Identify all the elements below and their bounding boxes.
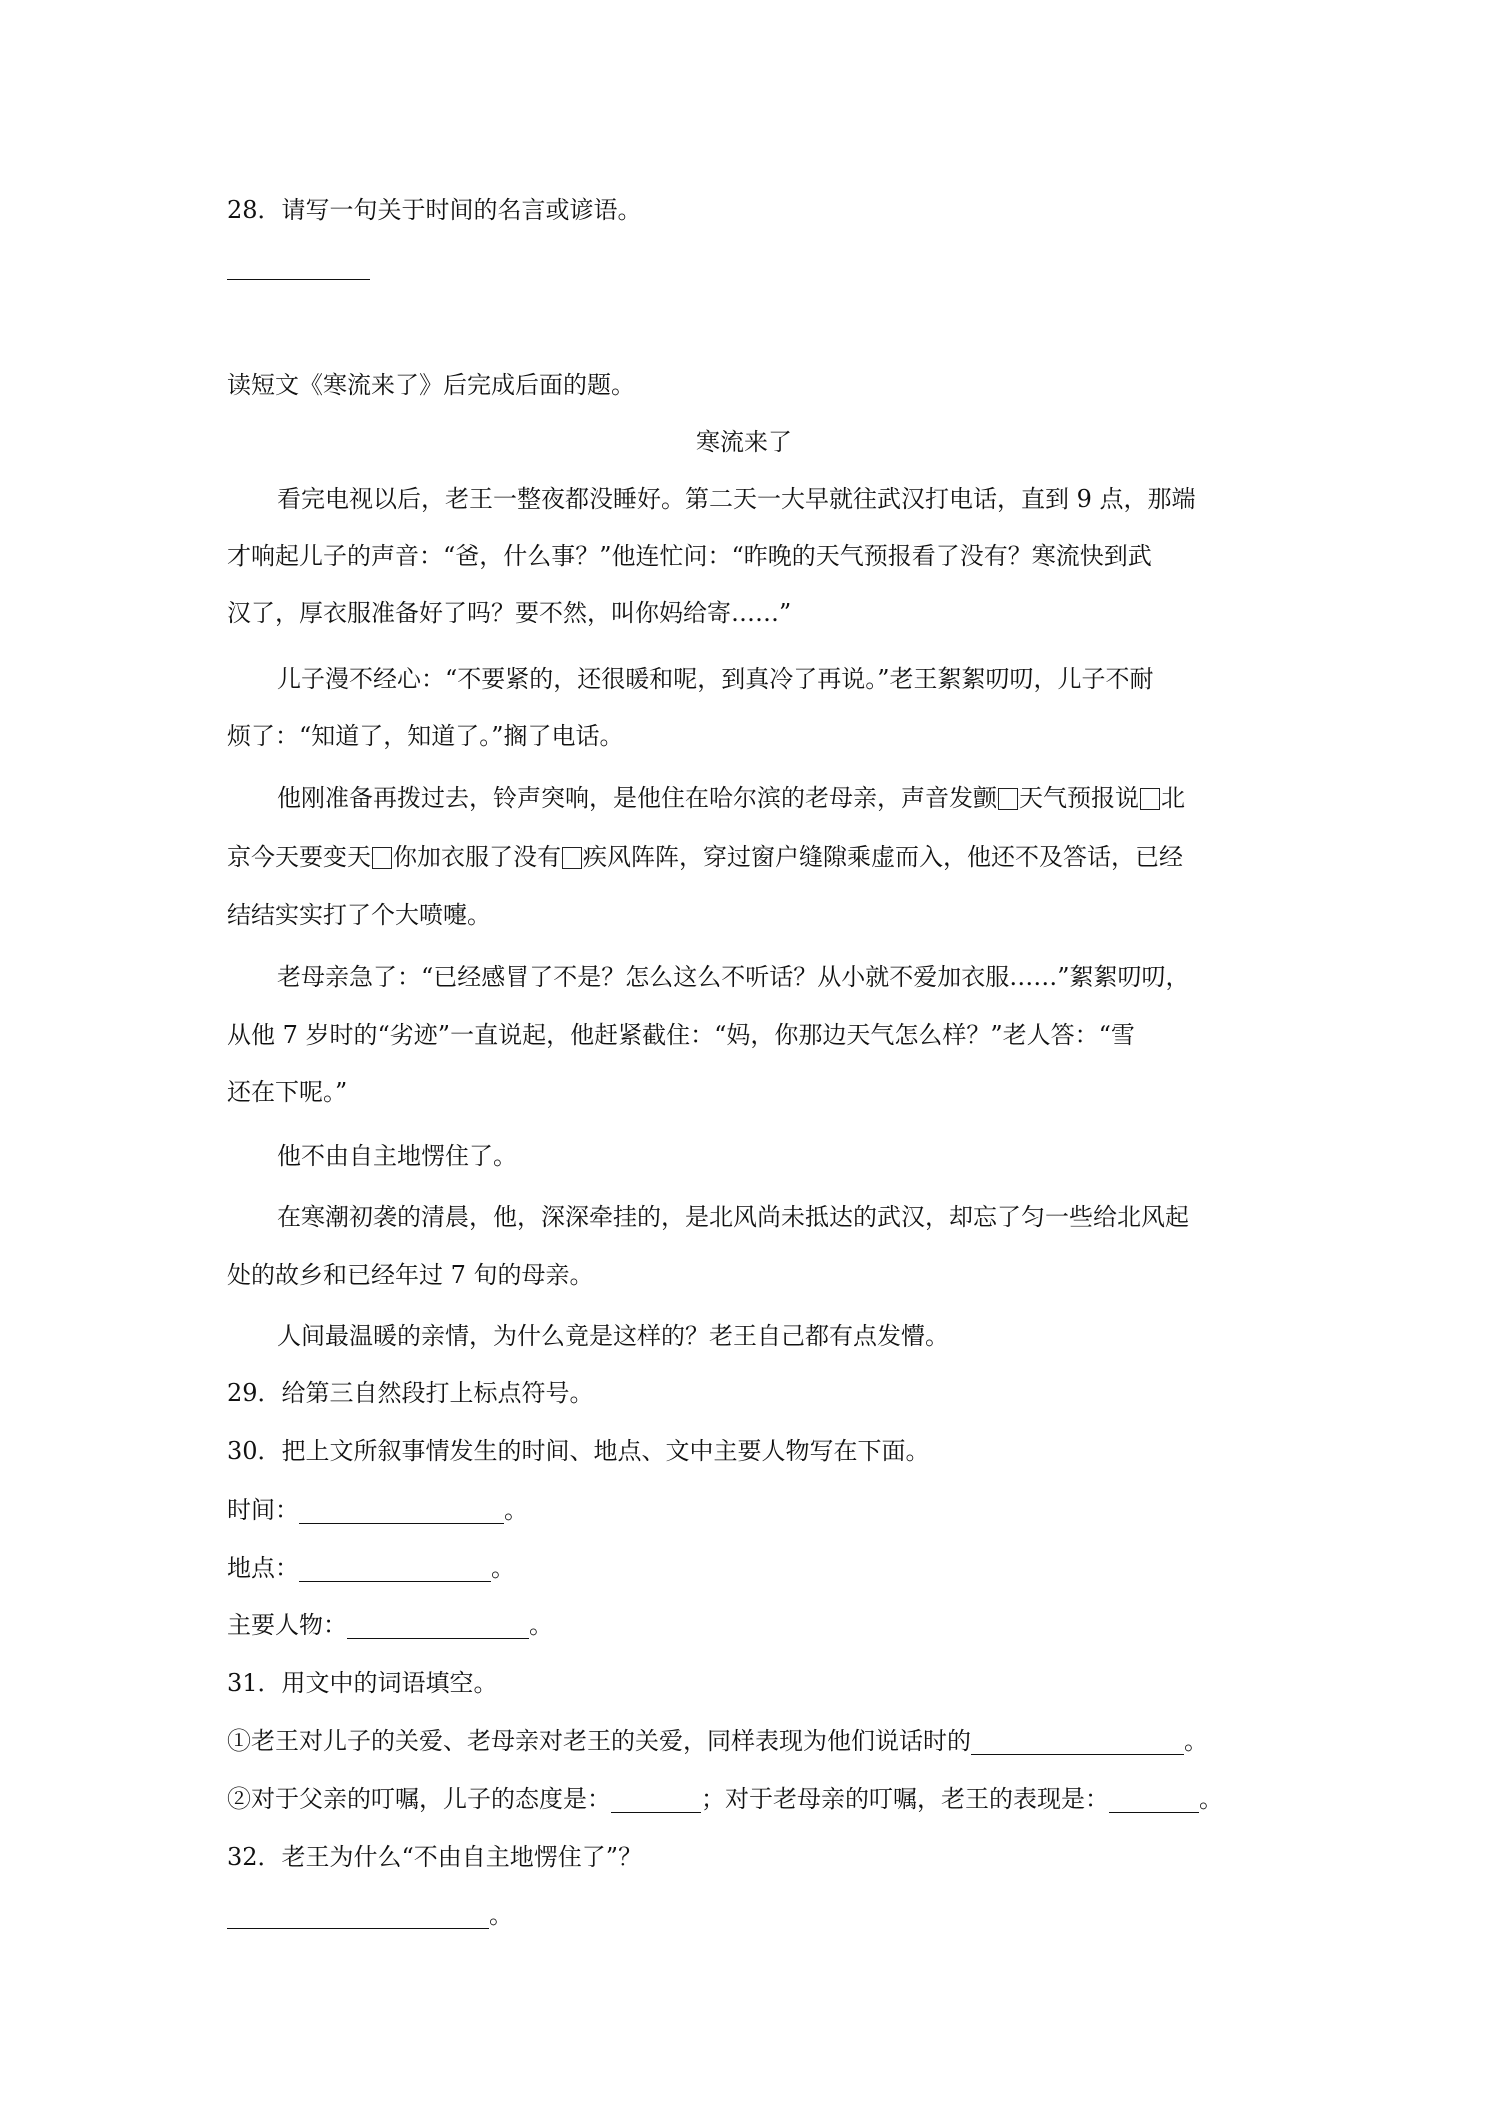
q31-item-1-text: ①老王对儿子的关爱、老母亲对老王的关爱，同样表现为他们说话时的	[227, 1727, 971, 1755]
p1-line-2: 才响起儿子的声音：“爸，什么事？”他连忙问：“昨晚的天气预报看了没有？寒流快到武	[227, 542, 1152, 570]
q30-place-label: 地点：	[227, 1554, 299, 1582]
p3-text-e: 你加衣服了没有	[393, 843, 561, 871]
period: 。	[504, 1496, 528, 1524]
p2-line-1: 儿子漫不经心：“不要紧的，还很暖和呢，到真冷了再说。”老王絮絮叨叨，儿子不耐	[277, 665, 1154, 693]
answer-blank-32[interactable]	[227, 1927, 489, 1929]
q30-people-row	[227, 1609, 553, 1641]
p3-line-2	[227, 841, 1183, 873]
period: 。	[491, 1554, 515, 1582]
answer-blank-time[interactable]	[299, 1522, 504, 1524]
p4-line-1: 老母亲急了：“已经感冒了不是？怎么这么不听话？从小就不爱加衣服……”絮絮叨叨，	[277, 963, 1190, 991]
p1-line-3: 汉了，厚衣服准备好了吗？要不然，叫你妈给寄……”	[227, 599, 792, 627]
p6-line-1: 在寒潮初袭的清晨，他，深深牵挂的，是北风尚未抵达的武汉，却忘了匀一些给北风起	[277, 1203, 1189, 1231]
p4-line-2: 从他 7 岁时的“劣迹”一直说起，他赶紧截住：“妈，你那边天气怎么样？”老人答：“雪	[227, 1021, 1135, 1049]
question-28: 28．请写一句关于时间的名言或谚语。	[227, 196, 642, 224]
answer-blank-place[interactable]	[299, 1580, 491, 1582]
answer-blank-31-2b[interactable]	[1109, 1811, 1199, 1813]
question-32: 32．老王为什么“不由自主地愣住了”？	[227, 1843, 643, 1871]
answer-blank-31-1[interactable]	[971, 1753, 1184, 1755]
p6-line-2: 处的故乡和已经年过 7 旬的母亲。	[227, 1261, 594, 1289]
q32-answer-row	[227, 1899, 513, 1931]
reading-intro: 读短文《寒流来了》后完成后面的题。	[227, 371, 635, 399]
p3-text-f: 疾风阵阵，穿过窗户缝隙乘虚而入，他还不及答话，已经	[583, 843, 1183, 871]
punctuation-box[interactable]	[998, 788, 1018, 810]
q31-item-1	[227, 1725, 1208, 1757]
p3-line-3: 结结实实打了个大喷嚏。	[227, 901, 491, 929]
q30-time-label: 时间：	[227, 1496, 299, 1524]
period: 。	[1199, 1785, 1223, 1813]
question-30: 30．把上文所叙事情发生的时间、地点、文中主要人物写在下面。	[227, 1437, 930, 1465]
answer-blank-31-2a[interactable]	[611, 1811, 701, 1813]
article-title: 寒流来了	[696, 428, 792, 456]
q31-item-2-text-b: ；对于老母亲的叮嘱，老王的表现是：	[701, 1785, 1109, 1813]
p3-text-d: 京今天要变天	[227, 843, 371, 871]
p4-line-3: 还在下呢。”	[227, 1078, 348, 1106]
period: 。	[1184, 1727, 1208, 1755]
question-31: 31．用文中的词语填空。	[227, 1669, 498, 1697]
q31-item-2-text-a: ②对于父亲的叮嘱，儿子的态度是：	[227, 1785, 611, 1813]
p7-line-1: 人间最温暖的亲情，为什么竟是这样的？老王自己都有点发懵。	[277, 1322, 949, 1350]
q30-time-row	[227, 1494, 528, 1526]
p2-line-2: 烦了：“知道了，知道了。”搁了电话。	[227, 722, 624, 750]
answer-blank-people[interactable]	[347, 1637, 529, 1639]
q30-place-row	[227, 1552, 515, 1584]
period: 。	[529, 1611, 553, 1639]
punctuation-box[interactable]	[1140, 788, 1160, 810]
question-29: 29．给第三自然段打上标点符号。	[227, 1379, 594, 1407]
q31-item-2	[227, 1783, 1223, 1815]
p3-text-a: 他刚准备再拨过去，铃声突响，是他住在哈尔滨的老母亲，声音发颤	[277, 784, 997, 812]
answer-blank-28[interactable]	[227, 278, 370, 280]
p1-line-1: 看完电视以后，老王一整夜都没睡好。第二天一大早就往武汉打电话，直到 9 点，那端	[277, 485, 1196, 513]
period: 。	[489, 1901, 513, 1929]
p5-line-1: 他不由自主地愣住了。	[277, 1142, 517, 1170]
p3-line-1	[277, 782, 1185, 814]
p3-text-c: 北	[1161, 784, 1185, 812]
p3-text-b: 天气预报说	[1019, 784, 1139, 812]
punctuation-box[interactable]	[372, 847, 392, 869]
q30-people-label: 主要人物：	[227, 1611, 347, 1639]
punctuation-box[interactable]	[562, 847, 582, 869]
